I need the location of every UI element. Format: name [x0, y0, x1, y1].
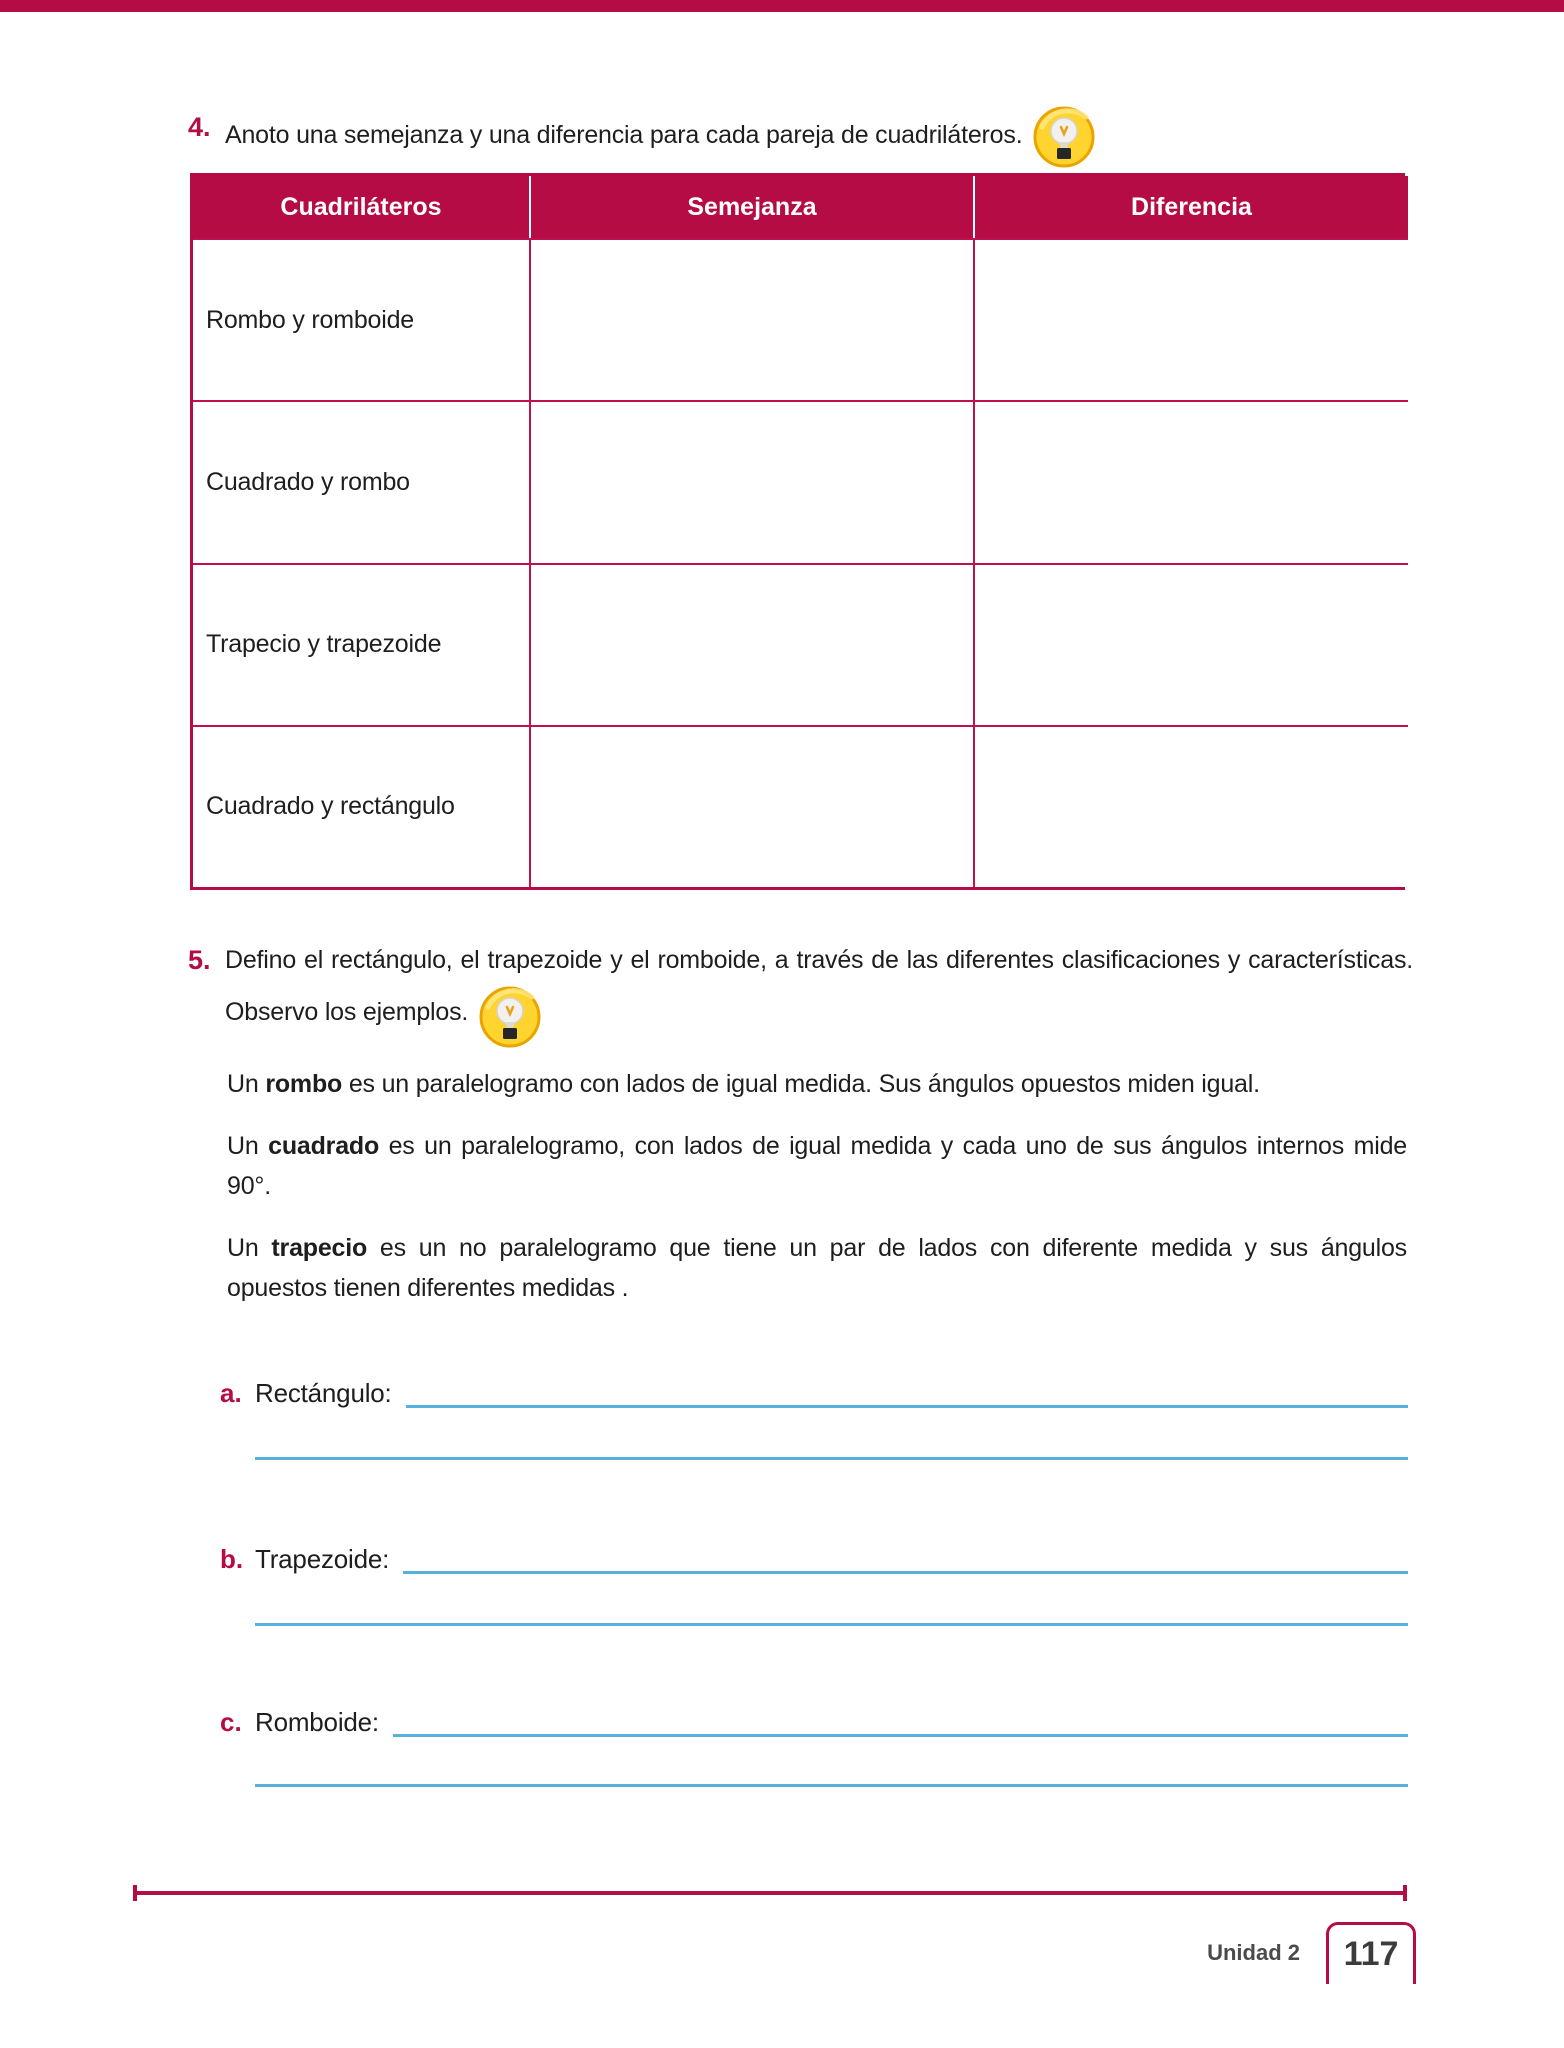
answer-line-trapezoide-2[interactable]	[255, 1623, 1408, 1626]
quadrilaterals-table	[190, 173, 1405, 890]
answer-cell-diferencia-row1[interactable]	[975, 238, 1408, 400]
answer-cell-diferencia-row3[interactable]	[975, 563, 1408, 725]
exercise-4-prompt	[225, 105, 1096, 157]
item-b-letter: b.	[220, 1544, 244, 1574]
answer-cell-semejanza-row2[interactable]	[531, 400, 975, 562]
exercise-5	[188, 935, 1413, 1037]
definition-lead: Un	[227, 1132, 269, 1160]
footer-rule	[135, 1891, 1405, 1895]
item-c-letter: c.	[220, 1707, 242, 1737]
exercise-4-prompt-text: Anoto una semejanza y una diferencia para cada pareja de cuadriláteros.	[225, 121, 1023, 149]
item-a-label: Rectángulo:	[255, 1378, 392, 1408]
item-b-label: Trapezoide:	[255, 1544, 390, 1574]
answer-cell-diferencia-row4[interactable]	[975, 725, 1408, 887]
definition-term: trapecio	[271, 1234, 368, 1262]
definition-rest: es un no paralelogramo que tiene un par de lados con diferente medida y sus ángulos opuestos tienen diferentes medidas .	[227, 1234, 1407, 1302]
definition-trapecio	[227, 1228, 1407, 1308]
table-header-semejanza: Semejanza	[531, 176, 975, 238]
answer-line-romboide-1[interactable]	[393, 1707, 1408, 1737]
table-row-label: Cuadrado y rombo	[193, 400, 531, 562]
answer-line-rectangulo-1[interactable]	[406, 1378, 1408, 1408]
item-c	[220, 1707, 1408, 1737]
definition-cuadrado	[227, 1126, 1407, 1206]
answer-cell-semejanza-row4[interactable]	[531, 725, 975, 887]
answer-line-rectangulo-2[interactable]	[255, 1457, 1408, 1460]
page-number: 117	[1343, 1935, 1399, 1973]
item-c-label: Romboide:	[255, 1707, 379, 1737]
item-a	[220, 1378, 1408, 1408]
table-header-diferencia: Diferencia	[975, 176, 1408, 238]
footer-unit-label: Unidad 2	[1207, 1940, 1300, 1965]
answer-cell-semejanza-row1[interactable]	[531, 238, 975, 400]
table-row-label: Trapecio y trapezoide	[193, 563, 531, 725]
item-a-letter: a.	[220, 1378, 242, 1408]
answer-line-romboide-2[interactable]	[255, 1784, 1408, 1787]
exercise-5-number: 5.	[188, 945, 211, 975]
definition-rest: es un paralelogramo, con lados de igual medida y cada uno de sus ángulos internos mide 90°.	[227, 1132, 1407, 1200]
definition-term: cuadrado	[268, 1132, 380, 1160]
exercise-4-number: 4.	[188, 112, 211, 142]
answer-line-trapezoide-1[interactable]	[403, 1544, 1408, 1574]
definition-rombo	[227, 1064, 1407, 1104]
answer-cell-diferencia-row2[interactable]	[975, 400, 1408, 562]
definition-rest: es un paralelogramo con lados de igual medida. Sus ángulos opuestos miden igual.	[342, 1070, 1260, 1098]
exercise-5-prompt	[225, 935, 1413, 1037]
definitions-block	[227, 1064, 1407, 1330]
lightbulb-icon	[1032, 105, 1096, 169]
page-top-accent-band	[0, 0, 1564, 12]
exercise-5-prompt-text: Defino el rectángulo, el trapezoide y el romboide, a través de las diferentes clasificaciones y características. Observo los ejemplos.	[225, 946, 1413, 1026]
table-row-label: Cuadrado y rectángulo	[193, 725, 531, 887]
table-header-cuadrilateros: Cuadriláteros	[193, 176, 531, 238]
answer-cell-semejanza-row3[interactable]	[531, 563, 975, 725]
definition-lead: Un	[227, 1234, 272, 1262]
page-number-box	[1326, 1922, 1416, 1984]
item-b	[220, 1544, 1408, 1574]
lightbulb-icon	[478, 985, 542, 1049]
definition-term: rombo	[265, 1070, 343, 1098]
definition-lead: Un	[227, 1070, 266, 1098]
table-row-label: Rombo y romboide	[193, 238, 531, 400]
exercise-4	[188, 105, 1448, 157]
